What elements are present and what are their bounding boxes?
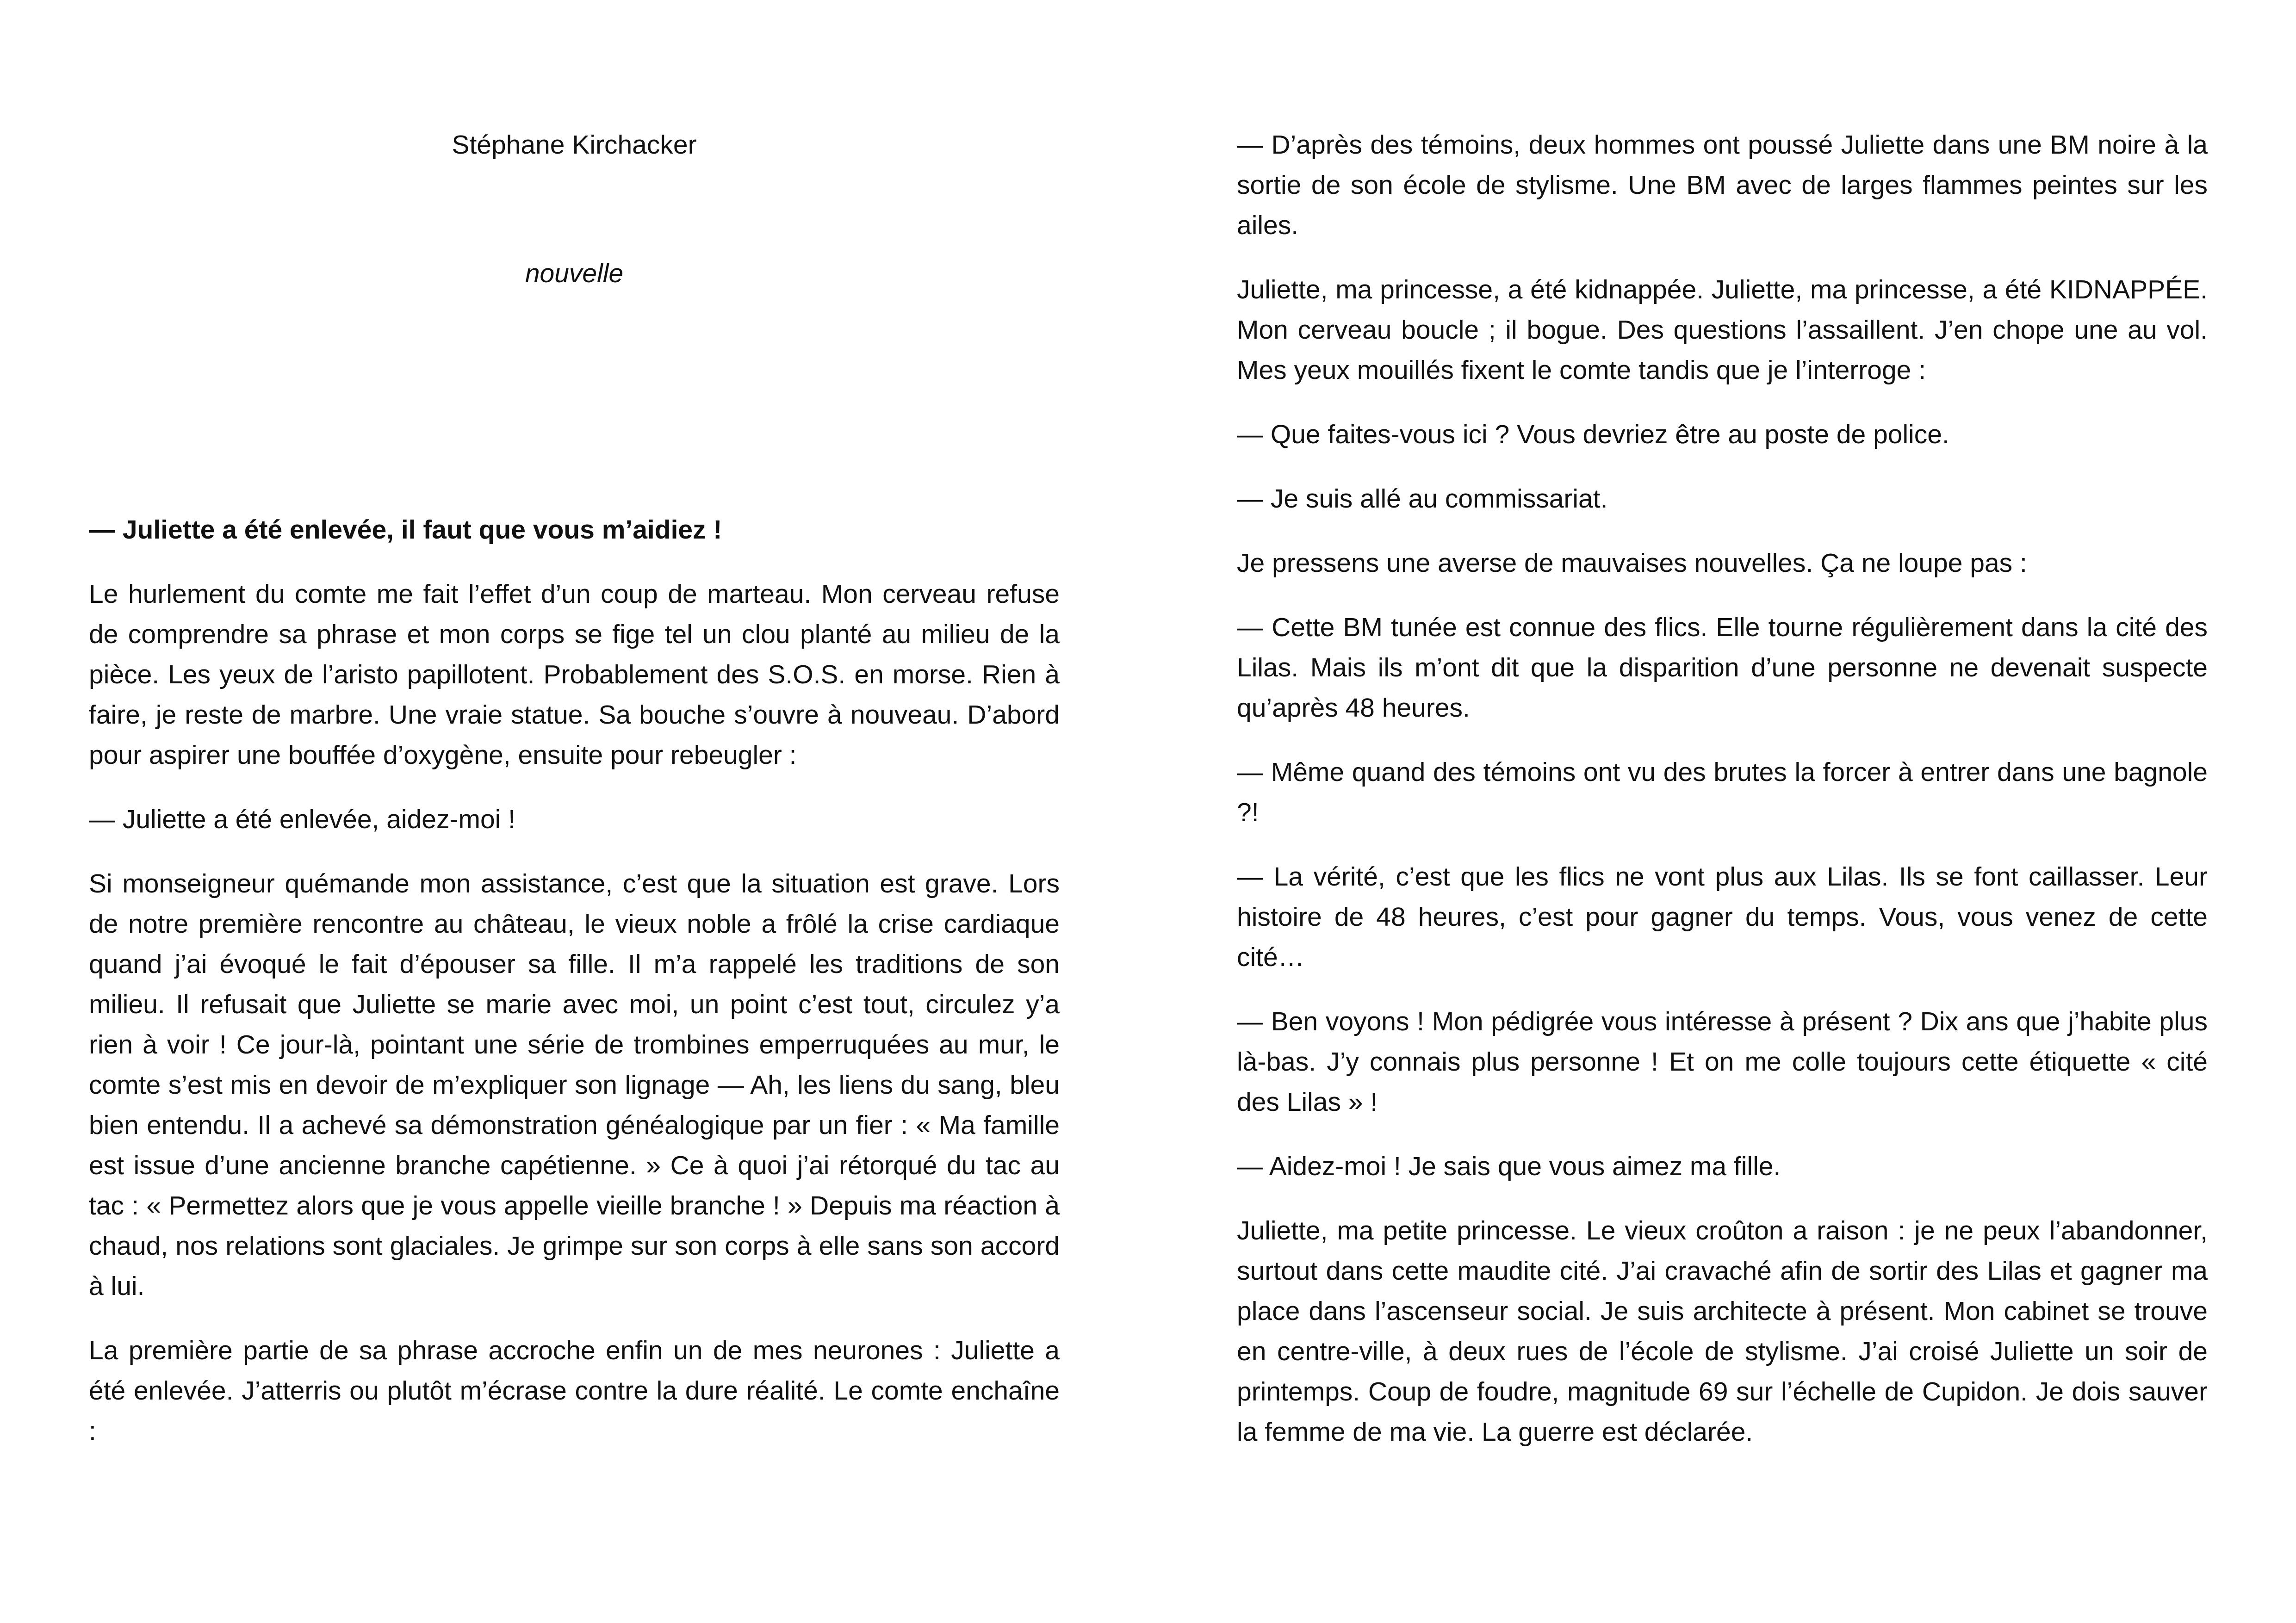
dialogue-line: — Que faites-vous ici ? Vous devriez être au poste de police.	[1237, 420, 1949, 449]
paragraph: Si monseigneur quémande mon assistance, c’est que la situation est grave. Lors de notre première rencontre au château, le vieux noble a frôlé la crise cardiaque quand j’ai évoqué le fait d’épouser sa fille. Il m’a rappelé les traditions de son milieu. Il refusait que Juliette se marie avec moi, un point c’est tout, circulez y’a rien à voir ! Ce jour-là, pointant une série de trombines emperruquées au mur, le comte s’est mis en devoir de m’expliquer son lignage — Ah, les liens du sang, bleu bien entendu. Il a achevé sa démonstration généalogique par un fier : « Ma famille est issue d’une ancienne branche capétienne. » Ce à quoi j’ai rétorqué du tac au tac : « Permettez alors que je vous appelle vieille branche ! » Depuis ma réaction à chaud, nos relations sont glaciales. Je grimpe sur son corps à elle sans son accord à lui.	[89, 869, 1060, 1301]
paragraph: Le hurlement du comte me fait l’effet d’un coup de marteau. Mon cerveau refuse de comprendre sa phrase et mon corps se fige tel un clou planté au milieu de la pièce. Les yeux de l’aristo papillotent. Probablement des S.O.S. en morse. Rien à faire, je reste de marbre. Une vraie statue. Sa bouche s’ouvre à nouveau. D’abord pour aspirer une bouffée d’oxygène, ensuite pour rebeugler :	[89, 579, 1060, 770]
dialogue-line: — Juliette a été enlevée, aidez-moi !	[89, 805, 515, 834]
right-page	[1148, 0, 2296, 1623]
dialogue-line: — Ben voyons ! Mon pédigrée vous intéresse à présent ? Dix ans que j’habite plus là-bas. J’y connais plus personne ! Et on me colle toujours cette étiquette « cité des Lilas » !	[1237, 1007, 2208, 1117]
opening-line: — Juliette a été enlevée, il faut que vous m’aidiez !	[89, 515, 722, 545]
paragraph: Juliette, ma petite princesse. Le vieux croûton a raison : je ne peux l’abandonner, surtout dans cette maudite cité. J’ai cravaché afin de sortir des Lilas et gagner ma place dans l’ascenseur social. Je suis architecte à présent. Mon cabinet se trouve en centre-ville, à deux rues de l’école de stylisme. J’ai croisé Juliette un soir de printemps. Coup de foudre, magnitude 69 sur l’échelle de Cupidon. Je dois sauver la femme de ma vie. La guerre est déclarée.	[1237, 1216, 2208, 1447]
dialogue-line: — La vérité, c’est que les flics ne vont plus aux Lilas. Ils se font caillasser. Leur histoire de 48 heures, c’est pour gagner du temps. Vous, vous venez de cette cité…	[1237, 862, 2208, 972]
dialogue-line: — D’après des témoins, deux hommes ont poussé Juliette dans une BM noire à la sortie de son école de stylisme. Une BM avec de larges flammes peintes sur les ailes.	[1237, 130, 2208, 240]
left-text-column	[89, 510, 1060, 1475]
paragraph: La première partie de sa phrase accroche enfin un de mes neurones : Juliette a été enlevée. J’atterris ou plutôt m’écrase contre la dure réalité. Le comte enchaîne :	[89, 1336, 1060, 1446]
dialogue-line: — Aidez-moi ! Je sais que vous aimez ma fille.	[1237, 1152, 1781, 1181]
dialogue-line: — Cette BM tunée est connue des flics. Elle tourne régulièrement dans la cité des Lilas. Mais ils m’ont dit que la disparition d’une personne ne devenait suspecte qu’après 48 heures.	[1237, 613, 2208, 723]
right-text-column	[1237, 125, 2208, 1476]
paragraph: Juliette, ma princesse, a été kidnappée. Juliette, ma princesse, a été KIDNAPPÉE. Mon cerveau boucle ; il bogue. Des questions l’assaillent. J’en chope une au vol. Mes yeux mouillés fixent le comte tandis que je l’interroge :	[1237, 275, 2208, 385]
genre-label: nouvelle	[525, 259, 624, 288]
author-name: Stéphane Kirchacker	[452, 130, 697, 160]
paragraph: Je pressens une averse de mauvaises nouvelles. Ça ne loupe pas :	[1237, 548, 2027, 578]
dialogue-line: — Je suis allé au commissariat.	[1237, 484, 1608, 514]
dialogue-line: — Même quand des témoins ont vu des brutes la forcer à entrer dans une bagnole ?!	[1237, 757, 2208, 827]
